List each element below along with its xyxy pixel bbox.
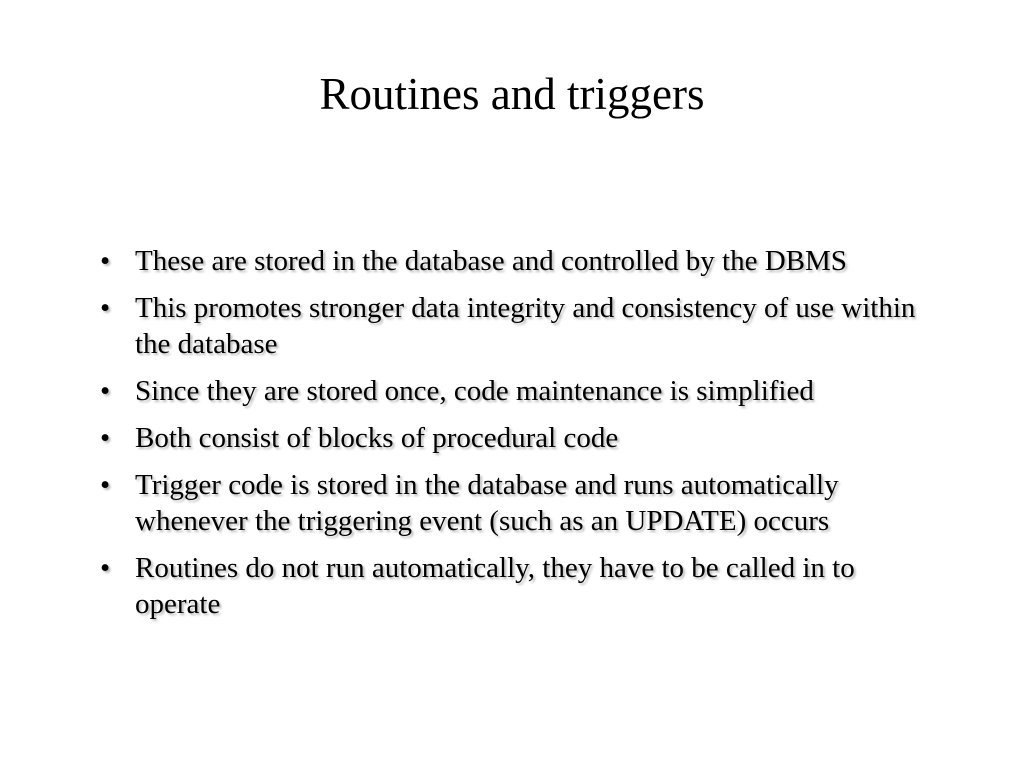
bullet-item [97,467,947,539]
bullet-item [97,243,947,279]
bullet-text: Trigger code is stored in the database and runs automatically whenever the triggering event (such as an UPDATE) occurs [135,469,839,537]
bullet-text: Routines do not run automatically, they have to be called in to operate [135,552,855,620]
bullet-marker: • [100,292,111,324]
bullet-item [97,550,947,622]
bullet-text: Both consist of blocks of procedural code [135,422,619,454]
bullet-marker: • [100,375,111,407]
bullet-item [97,290,947,362]
bullet-marker: • [100,469,111,501]
bullet-item [97,373,947,409]
bullet-marker: • [100,552,111,584]
bullet-item [97,420,947,456]
bullet-text: This promotes stronger data integrity and consistency of use within the database [135,292,916,360]
bullet-marker: • [100,422,111,454]
bullet-list [97,243,947,633]
bullet-text: These are stored in the database and controlled by the DBMS [135,245,847,277]
bullet-marker: • [100,245,111,277]
bullet-text: Since they are stored once, code maintenance is simplified [135,375,814,407]
slide-title: Routines and triggers [319,69,705,119]
